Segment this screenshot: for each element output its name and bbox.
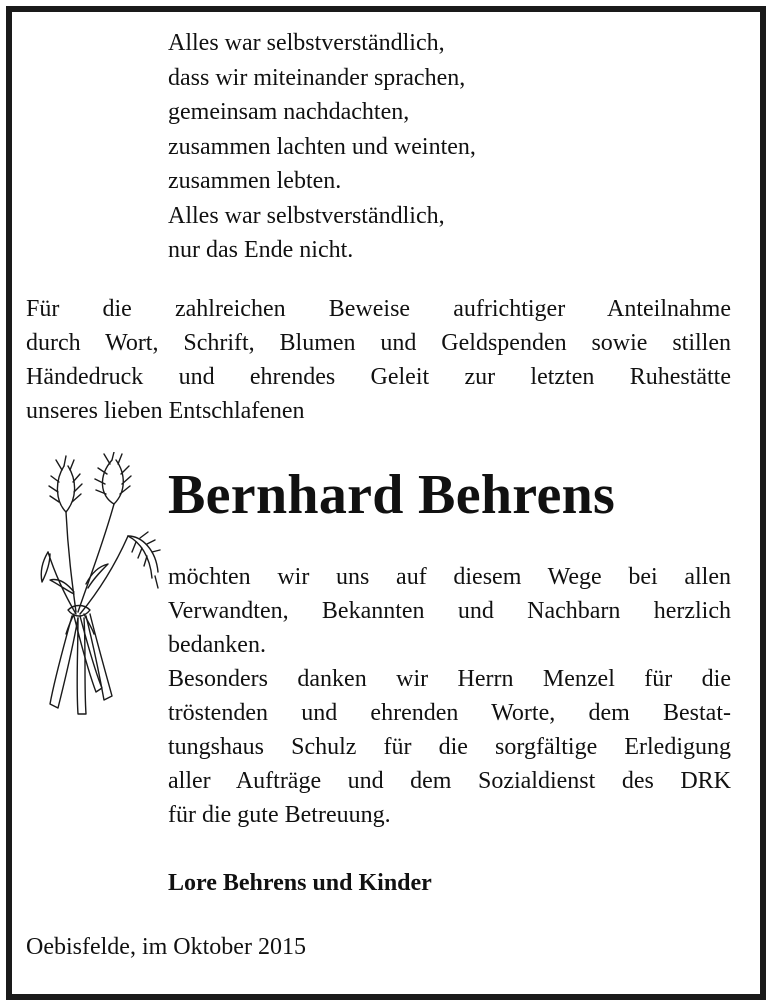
poem-line: Alles war selbstverständlich, bbox=[168, 30, 445, 56]
message-line: für die gute Betreuung. bbox=[168, 802, 391, 828]
message-line: bedanken. bbox=[168, 632, 266, 658]
thanks-line: Für die zahlreichen Beweise aufrichtiger Anteilnahme bbox=[26, 296, 731, 322]
poem-line: dass wir miteinander sprachen, bbox=[168, 64, 466, 91]
signature: Lore Behrens und Kinder bbox=[168, 870, 432, 896]
message-line: tröstenden und ehrenden Worte, dem Bestat- bbox=[168, 700, 731, 726]
poem-line: zusammen lebten. bbox=[168, 168, 342, 194]
thanks-paragraph bbox=[26, 292, 731, 428]
poem bbox=[168, 26, 476, 268]
poem-line: nur das Ende nicht. bbox=[168, 237, 354, 263]
message-line: tungshaus Schulz für die sorgfältige Erledigung bbox=[168, 734, 731, 760]
poem-line: zusammen lachten und weinten, bbox=[168, 133, 476, 160]
message-line: Besonders danken wir Herrn Menzel für die bbox=[168, 666, 731, 692]
message-line: möchten wir uns auf diesem Wege bei allen bbox=[168, 564, 731, 590]
poem-line: Alles war selbstverständlich, bbox=[168, 202, 445, 229]
wheat-sheaf-icon bbox=[28, 452, 168, 727]
thanks-message bbox=[168, 560, 731, 832]
deceased-name: Bernhard Behrens bbox=[168, 464, 616, 526]
message-line: Verwandten, Bekannten und Nachbarn herzlich bbox=[168, 598, 731, 624]
thanks-line: Händedruck und ehrendes Geleit zur letzten Ruhestätte bbox=[26, 364, 731, 390]
poem-line: gemeinsam nachdachten, bbox=[168, 99, 410, 125]
thanks-line: unseres lieben Entschlafenen bbox=[26, 398, 305, 424]
message-line: aller Aufträge und dem Sozialdienst des DRK bbox=[168, 768, 731, 794]
place-date: Oebisfelde, im Oktober 2015 bbox=[26, 934, 306, 960]
thanks-line: durch Wort, Schrift, Blumen und Geldspenden sowie stillen bbox=[26, 330, 731, 356]
